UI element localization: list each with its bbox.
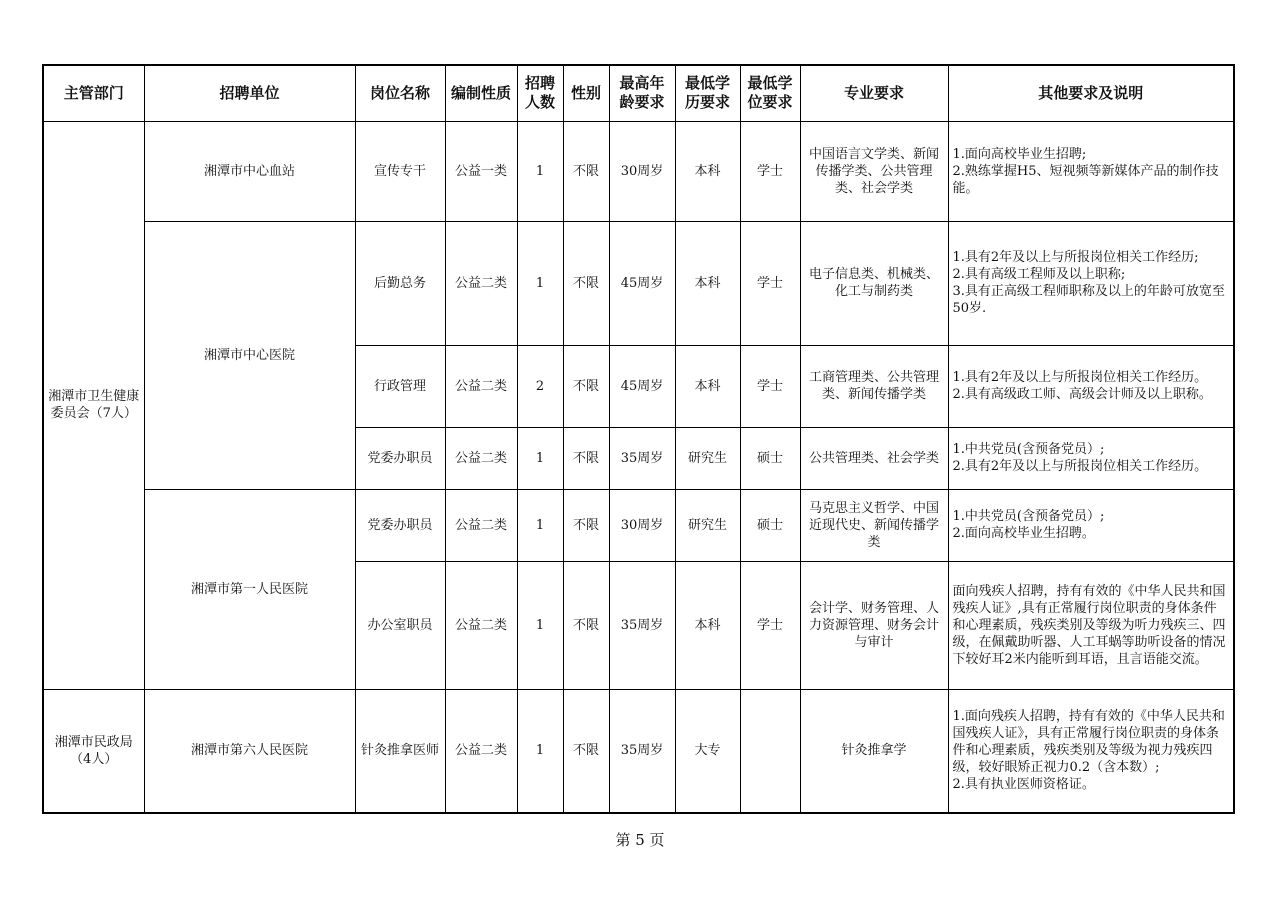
degree-cell: 硕士: [740, 489, 800, 561]
count-cell: 1: [517, 489, 563, 561]
major-cell: 马克思主义哲学、中国近现代史、新闻传播学类: [800, 489, 948, 561]
other-line: 3.具有正高级工程师职称及以上的年龄可放宽至50岁.: [952, 284, 1225, 316]
other-line: 1.具有2年及以上与所报岗位相关工作经历;: [952, 250, 1199, 265]
age-cell: 30周岁: [609, 121, 675, 221]
edu-cell: 本科: [675, 561, 740, 689]
nature-cell: 公益二类: [445, 345, 517, 427]
degree-cell: 学士: [740, 561, 800, 689]
other-line: 2.具有高级政工师、高级会计师及以上职称。: [952, 387, 1212, 402]
degree-cell: 学士: [740, 345, 800, 427]
degree-cell: [740, 689, 800, 813]
major-cell: 电子信息类、机械类、化工与制药类: [800, 221, 948, 345]
position-cell: 针灸推拿医师: [355, 689, 445, 813]
gender-cell: 不限: [563, 561, 609, 689]
position-cell: 党委办职员: [355, 489, 445, 561]
header-age: 最高年龄要求: [609, 65, 675, 121]
nature-cell: 公益二类: [445, 489, 517, 561]
other-cell: [948, 489, 1234, 561]
count-cell: 1: [517, 427, 563, 489]
edu-cell: 本科: [675, 121, 740, 221]
other-cell: [948, 561, 1234, 689]
position-cell: 后勤总务: [355, 221, 445, 345]
degree-cell: 硕士: [740, 427, 800, 489]
other-line: 2.熟练掌握H5、短视频等新媒体产品的制作技能。: [952, 163, 1219, 196]
other-cell: [948, 221, 1234, 345]
dept-cell: 湘潭市卫生健康委员会（7人）: [43, 121, 144, 689]
edu-cell: 大专: [675, 689, 740, 813]
header-nature: 编制性质: [445, 65, 517, 121]
other-cell: [948, 689, 1234, 813]
header-edu: 最低学历要求: [675, 65, 740, 121]
other-line: 2.具有执业医师资格证。: [952, 777, 1095, 793]
nature-cell: 公益二类: [445, 221, 517, 345]
age-cell: 45周岁: [609, 345, 675, 427]
edu-cell: 本科: [675, 221, 740, 345]
table-row: [43, 121, 1234, 221]
header-gender: 性别: [563, 65, 609, 121]
gender-cell: 不限: [563, 427, 609, 489]
other-cell: [948, 427, 1234, 489]
edu-cell: 研究生: [675, 489, 740, 561]
header-count: 招聘人数: [517, 65, 563, 121]
nature-cell: 公益二类: [445, 561, 517, 689]
count-cell: 1: [517, 689, 563, 813]
other-line: 1.面向高校毕业生招聘;: [952, 146, 1087, 162]
position-cell: 宣传专干: [355, 121, 445, 221]
position-cell: 办公室职员: [355, 561, 445, 689]
nature-cell: 公益一类: [445, 121, 517, 221]
count-cell: 1: [517, 561, 563, 689]
major-cell: 工商管理类、公共管理类、新闻传播学类: [800, 345, 948, 427]
header-unit: 招聘单位: [144, 65, 355, 121]
gender-cell: 不限: [563, 489, 609, 561]
header-position: 岗位名称: [355, 65, 445, 121]
unit-cell: 湘潭市第一人民医院: [144, 489, 355, 689]
dept-cell: 湘潭市民政局（4人）: [43, 689, 144, 813]
age-cell: 35周岁: [609, 561, 675, 689]
other-line: 2.具有高级工程师及以上职称;: [952, 267, 1126, 282]
age-cell: 30周岁: [609, 489, 675, 561]
edu-cell: 本科: [675, 345, 740, 427]
position-cell: 党委办职员: [355, 427, 445, 489]
header-row: [43, 65, 1234, 121]
count-cell: 1: [517, 221, 563, 345]
other-cell: [948, 121, 1234, 221]
major-cell: 针灸推拿学: [800, 689, 948, 813]
gender-cell: 不限: [563, 121, 609, 221]
count-cell: 1: [517, 121, 563, 221]
other-line: 2.面向高校毕业生招聘。: [952, 526, 1095, 541]
nature-cell: 公益二类: [445, 427, 517, 489]
other-line: 面向残疾人招聘，持有有效的《中华人民共和国残疾人证》,具有正常履行岗位职责的身体条件和心理素质，残疾类别及等级为听力残疾三、四级，在佩戴助听器、人工耳蜗等助听设备的情况下较好耳2米内能听到耳语，且言语能交流。: [952, 583, 1226, 667]
count-cell: 2: [517, 345, 563, 427]
page-number: 第 5 页: [615, 831, 665, 849]
other-line: 2.具有2年及以上与所报岗位相关工作经历。: [952, 459, 1208, 474]
header-degree: 最低学位要求: [740, 65, 800, 121]
gender-cell: 不限: [563, 221, 609, 345]
gender-cell: 不限: [563, 689, 609, 813]
other-line: 1.面向残疾人招聘，持有有效的《中华人民共和国残疾人证》，具有正常履行岗位职责的身体条件和心理素质，残疾类别及等级为视力残疾四级，较好眼矫正视力0.2（含本数）;: [952, 709, 1225, 776]
age-cell: 35周岁: [609, 427, 675, 489]
other-cell: [948, 345, 1234, 427]
unit-cell: 湘潭市第六人民医院: [144, 689, 355, 813]
degree-cell: 学士: [740, 121, 800, 221]
table-row: [43, 489, 1234, 561]
unit-cell: 湘潭市中心医院: [144, 221, 355, 489]
age-cell: 45周岁: [609, 221, 675, 345]
age-cell: 35周岁: [609, 689, 675, 813]
recruitment-table: [42, 64, 1235, 814]
table-row: [43, 221, 1234, 345]
major-cell: 公共管理类、社会学类: [800, 427, 948, 489]
header-dept: 主管部门: [43, 65, 144, 121]
other-line: 1.中共党员(含预备党员）;: [952, 442, 1105, 457]
header-major: 专业要求: [800, 65, 948, 121]
edu-cell: 研究生: [675, 427, 740, 489]
degree-cell: 学士: [740, 221, 800, 345]
major-cell: 中国语言文学类、新闻传播学类、公共管理类、社会学类: [800, 121, 948, 221]
header-other: 其他要求及说明: [948, 65, 1234, 121]
position-cell: 行政管理: [355, 345, 445, 427]
unit-cell: 湘潭市中心血站: [144, 121, 355, 221]
table-row: [43, 689, 1234, 813]
other-line: 1.具有2年及以上与所报岗位相关工作经历。: [952, 370, 1208, 385]
nature-cell: 公益二类: [445, 689, 517, 813]
major-cell: 会计学、财务管理、人力资源管理、财务会计与审计: [800, 561, 948, 689]
other-line: 1.中共党员(含预备党员）;: [952, 509, 1105, 524]
gender-cell: 不限: [563, 345, 609, 427]
